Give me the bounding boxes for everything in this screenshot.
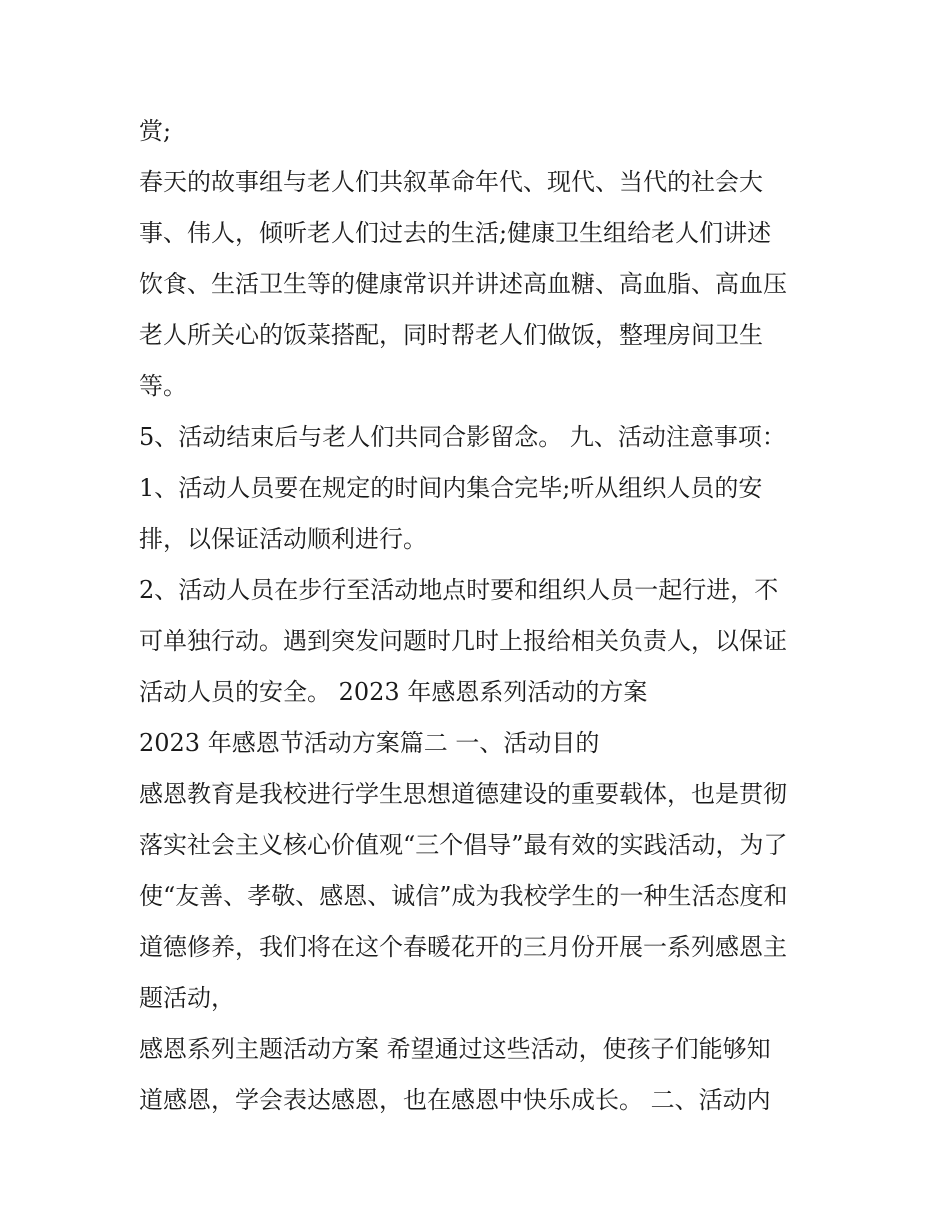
text-line: 道德修养，我们将在这个春暖花开的三月份开展一系列感恩主 [139, 933, 787, 961]
text-line: 事、伟人，倾听老人们过去的生活;健康卫生组给老人们讲述 [139, 219, 772, 247]
text-line: 道感恩，学会表达感恩，也在感恩中快乐成长。 二、活动内 [139, 1086, 771, 1114]
text-line: 2023 年感恩节活动方案篇二 一、活动目的 [139, 729, 600, 757]
text-line: 排，以保证活动顺利进行。 [139, 525, 427, 553]
text-line: 落实社会主义核心价值观“三个倡导”最有效的实践活动，为了 [139, 831, 788, 859]
document-body [139, 106, 819, 1126]
text-line: 使“友善、孝敬、感恩、诚信”成为我校学生的一种生活态度和 [139, 882, 788, 910]
text-line: 春天的故事组与老人们共叙革命年代、现代、当代的社会大 [139, 168, 763, 196]
text-line: 赏; [139, 117, 172, 145]
text-line: 题活动， [139, 984, 235, 1012]
text-line: 老人所关心的饭菜搭配，同时帮老人们做饭，整理房间卫生 [139, 321, 763, 349]
text-line: 活动人员的安全。 2023 年感恩系列活动的方案 [139, 678, 648, 706]
text-line: 饮食、生活卫生等的健康常识并讲述高血糖、高血脂、高血压 [139, 270, 787, 298]
text-line: 2、活动人员在步行至活动地点时要和组织人员一起行进，不 [139, 576, 779, 604]
text-line: 等。 [139, 372, 187, 400]
text-line: 感恩系列主题活动方案 希望通过这些活动，使孩子们能够知 [139, 1035, 771, 1063]
text-line: 可单独行动。遇到突发问题时几时上报给相关负责人，以保证 [139, 627, 787, 655]
text-line: 5、活动结束后与老人们共同合影留念。 九、活动注意事项： [139, 423, 786, 451]
text-line: 感恩教育是我校进行学生思想道德建设的重要载体，也是贯彻 [139, 780, 787, 808]
text-line: 1、活动人员要在规定的时间内集合完毕;听从组织人员的安 [139, 474, 763, 502]
